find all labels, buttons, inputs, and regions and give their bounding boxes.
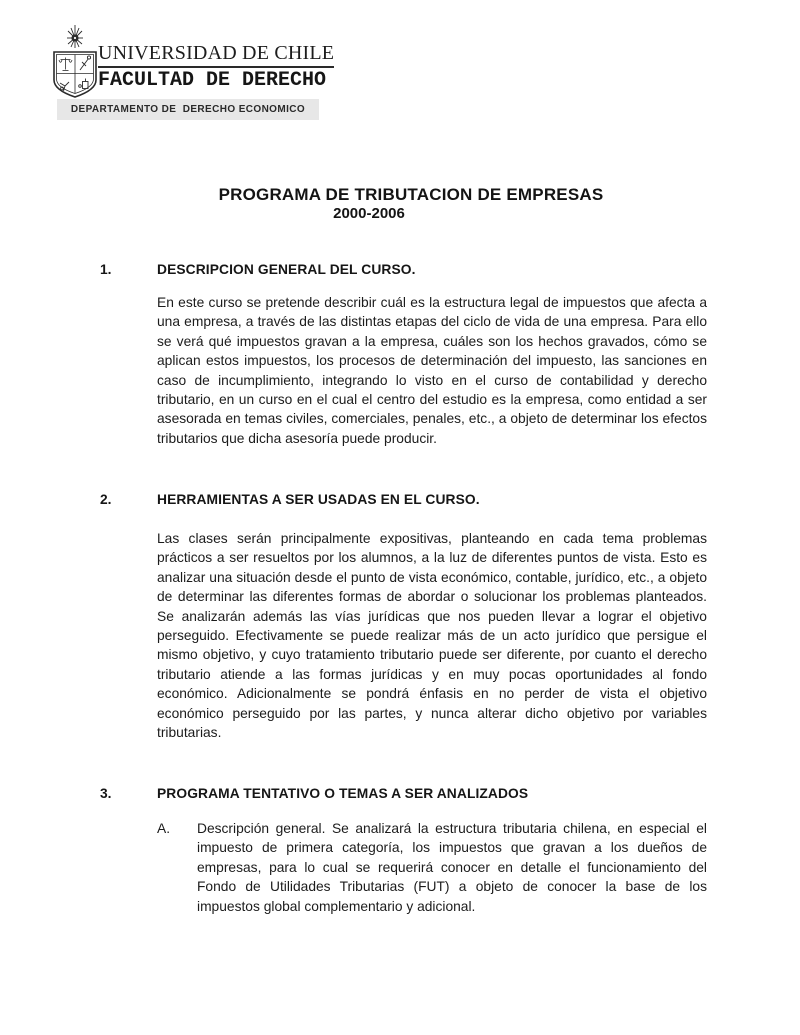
section-3-number: 3. [100,786,112,801]
section-2-heading-row [100,492,720,507]
section-1-heading-row [100,262,720,277]
section-3-item-a [157,819,707,916]
section-1-heading: DESCRIPCION GENERAL DEL CURSO. [157,262,416,277]
header-wordmark [98,42,334,92]
faculty-name: FACULTAD DE DERECHO [98,69,327,92]
university-crest-icon [49,25,101,101]
section-2-paragraph: Las clases serán principalmente expositivas, planteando en cada tema problemas prácticos a ser resueltos por los alumnos, a la luz de diferentes puntos de vista. Esto es analizar una situación desde el punto de vista económico, contable, jurídico, etc., a objeto de determinar las diferentes formas de abordar o solucionar los problemas planteados. Se analizarán además las vías jurídicas que nos pueden llevar a lograr el objetivo perseguido. Efectivamente se puede realizar más de un acto jurídico que persigue el mismo objetivo, y cuyo tratamiento tributario puede ser diferente, por cuanto el derecho tributario atiende a las formas jurídicas y en muy pocas oportunidades al fondo económico. Adicionalmente se pondrá énfasis en no perder de vista el objetivo económico perseguido por las partes, y nunca alterar dicho objetivo por variables tributarias. [157,531,707,741]
section-2-number: 2. [100,492,112,507]
item-a-letter: A. [157,821,171,836]
section-3-heading: PROGRAMA TENTATIVO O TEMAS A SER ANALIZADOS [157,786,529,801]
document-title: PROGRAMA DE TRIBUTACION DE EMPRESAS [218,185,604,204]
item-a-text: Descripción general. Se analizará la estructura tributaria chilena, en especial el impuesto de primera categoría, los impuestos que gravan a los dueños de empresas, para lo cual se requerirá conocer en detalle el funcionamiento del Fondo de Utilidades Tributarias (FUT) a objeto de conocer la base de los impuestos global complementario y adicional. [197,821,707,914]
section-3-heading-row [100,786,720,801]
department-banner: DEPARTAMENTO DE DERECHO ECONOMICO [57,99,319,120]
section-1-paragraph: En este curso se pretende describir cuál es la estructura legal de impuestos que afecta a una empresa, a través de las distintas etapas del ciclo de vida de una empresa. Para ello se verá qué impuestos gravan a la empresa, cuáles son los hechos gravados, cómo se aplican estos impuestos, los procesos de determinación del impuesto, las sanciones en caso de incumplimiento, integrando lo visto en el curso de contabilidad y derecho tributario, en un curso en el cual el centro del estudio es la empresa, como entidad a ser asesorada en temas civiles, comerciales, penales, etc., a objeto de determinar los efectos tributarios que dicha asesoría puede producir. [157,295,707,446]
document-years: 2000-2006 [333,205,405,222]
section-1-number: 1. [100,262,112,277]
university-name: UNIVERSIDAD DE CHILE [98,42,334,68]
section-2-heading: HERRAMIENTAS A SER USADAS EN EL CURSO. [157,492,480,507]
